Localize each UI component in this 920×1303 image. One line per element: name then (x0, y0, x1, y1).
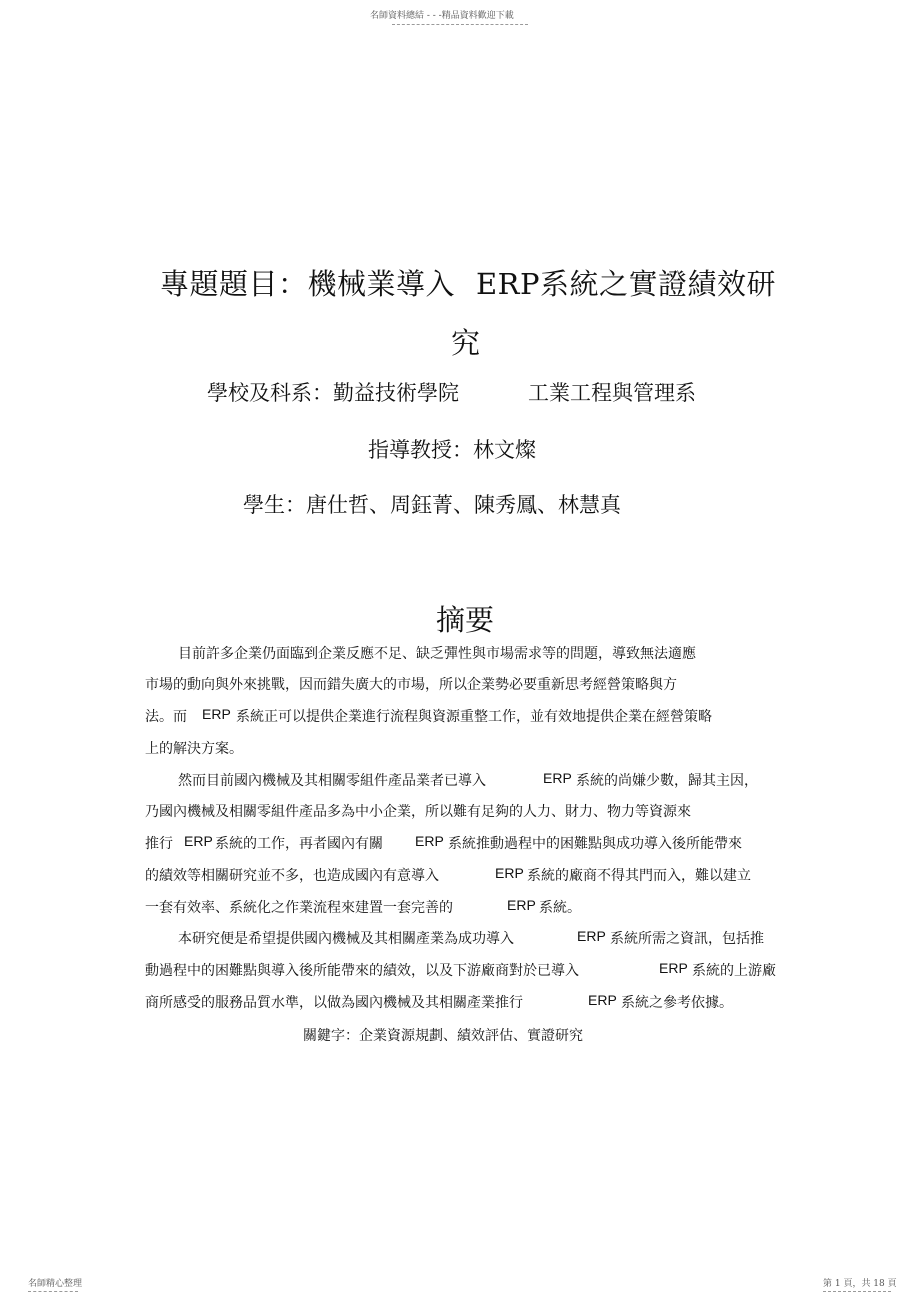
p1-line1: 目前許多企業仍面臨到企業反應不足、缺乏彈性與市場需求等的問題，導致無法適應 (178, 646, 696, 662)
p2-line3-erp2: ERP (415, 833, 444, 849)
footer-right-divider (823, 1291, 891, 1292)
p3-line2-c: 系統的上游廠 (692, 963, 776, 979)
students: 學生：唐仕哲、周鈺菁、陳秀鳳、林慧真 (243, 493, 621, 517)
department: 工業工程與管理系 (528, 381, 696, 405)
p2-line3-erp1: ERP (184, 833, 213, 849)
footer-left-divider (28, 1291, 78, 1292)
p3-line3-erp: ERP (588, 992, 617, 1008)
p2-line1-c: 系統的尚嫌少數，歸其主因， (576, 773, 758, 789)
p2-line5-a: 一套有效率、系統化之作業流程來建置一套完善的 (145, 900, 453, 916)
p2-line5-c: 系統。 (539, 900, 581, 916)
abstract-heading: 摘要 (436, 603, 495, 637)
p3-line2-erp: ERP (659, 960, 688, 976)
p2-line2: 乃國內機械及相關零組件產品多為中小企業，所以難有足夠的人力、財力、物力等資源來 (145, 804, 691, 820)
p2-line3-e: 系統推動過程中的困難點與成功導入後所能帶來 (448, 836, 742, 852)
p3-line1-c: 系統所需之資訊，包括推 (610, 931, 764, 947)
keywords: 關鍵字：企業資源規劃、績效評估、實證研究 (303, 1028, 583, 1044)
p1-line3-erp: ERP (202, 706, 231, 722)
p2-line4-a: 的績效等相關研究並不多，也造成國內有意導入 (145, 868, 439, 884)
p1-line4: 上的解決方案。 (145, 741, 243, 757)
title-part1: 專題題目：機械業導入 (160, 267, 456, 301)
p3-line1-a: 本研究便是希望提供國內機械及其相關產業為成功導入 (178, 931, 514, 947)
school-label: 學校及科系：勤益技術學院 (207, 381, 459, 405)
p2-line4-erp: ERP (495, 865, 524, 881)
title-part3: 究 (451, 326, 481, 360)
footer-left-text: 名師精心整理 (28, 1279, 83, 1289)
advisor: 指導教授：林文燦 (368, 438, 536, 462)
p3-line1-erp: ERP (577, 928, 606, 944)
p2-line4-c: 系統的廠商不得其門而入，難以建立 (527, 868, 751, 884)
header-divider (392, 24, 528, 25)
p3-line2-a: 動過程中的困難點與導入後所能帶來的績效，以及下游廠商對於已導入 (145, 963, 579, 979)
header-text: 名師資料總結 - - -精品資料歡迎下載 (370, 11, 514, 21)
p1-line3-a: 法。而 (145, 709, 187, 725)
page-number: 第 1 頁，共 18 頁 (823, 1279, 897, 1289)
p1-line2: 市場的動向與外來挑戰，因而錯失廣大的市場，所以企業勢必要重新思考經營策略與方 (145, 677, 677, 693)
p3-line3-c: 系統之參考依據。 (621, 995, 733, 1011)
p2-line3-a: 推行 (145, 836, 173, 852)
p3-line3-a: 商所感受的服務品質水準，以做為國內機械及其相關產業推行 (145, 995, 523, 1011)
p1-line3-c: 系統正可以提供企業進行流程與資源重整工作，並有效地提供企業在經營策略 (236, 709, 712, 725)
title-part2: ERP系統之實證績效研 (476, 267, 777, 301)
p2-line1-erp: ERP (543, 770, 572, 786)
p2-line3-c: 系統的工作，再者國內有關 (215, 836, 383, 852)
p2-line1-a: 然而目前國內機械及其相關零組件產品業者已導入 (178, 773, 486, 789)
p2-line5-erp: ERP (507, 897, 536, 913)
